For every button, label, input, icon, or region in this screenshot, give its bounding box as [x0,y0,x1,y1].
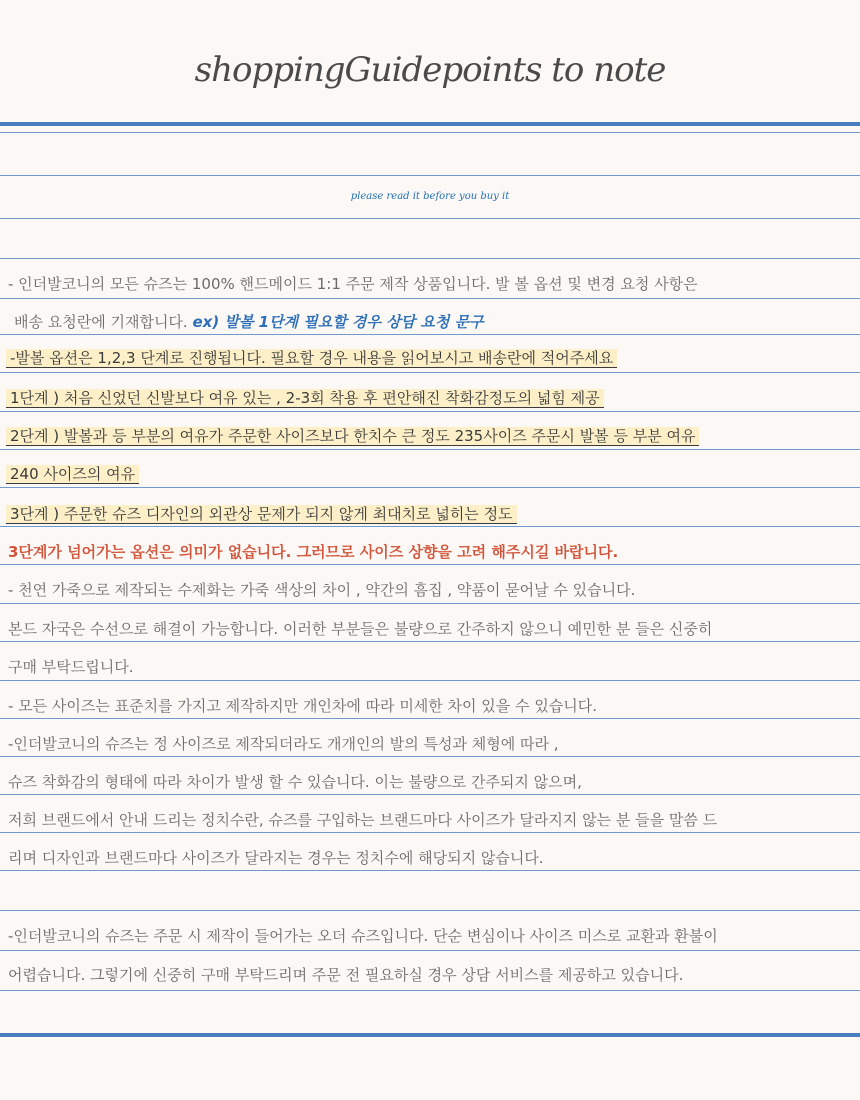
highlighted-note: 240 사이즈의 여유 [6,465,139,484]
note-line: 저희 브랜드에서 안내 드리는 정치수란, 슈즈를 구입하는 브랜드마다 사이즈가 달라지지 않는 분 들을 말씀 드 [8,811,718,829]
note-line: 리며 디자인과 브랜드마다 사이즈가 달라지는 경우는 정치수에 해당되지 않습니다. [8,849,544,867]
rule-line [0,564,860,565]
note-line: - 인더발코니의 모든 슈즈는 100% 핸드메이드 1:1 주문 제작 상품입니다. 발 볼 옵션 및 변경 요청 사항은 [8,275,698,293]
top-thick-rule [0,122,860,126]
option-line [6,346,617,370]
rule-line [0,990,860,991]
highlighted-note: 3단계 ) 주문한 슈즈 디자인의 외관상 문제가 되지 않게 최대치로 넓히는 정도 [6,505,517,524]
rule-line [0,603,860,604]
highlighted-note: 1단계 ) 처음 신었던 신발보다 여유 있는 , 2-3회 착용 후 편안해진 착화감정도의 넓힘 제공 [6,389,604,408]
rule-line [0,372,860,373]
rule-line [0,680,860,681]
rule-line [0,832,860,833]
note-line: 본드 자국은 수선으로 해결이 가능합니다. 이러한 부분들은 불량으로 간주하지 않으니 예민한 분 들은 신중히 [8,620,713,638]
note-example: ex) 발볼 1단계 필요할 경우 상담 요청 문구 [192,313,484,331]
note-line [14,310,484,334]
warning-note: 3단계가 넘어가는 옵션은 의미가 없습니다. 그러므로 사이즈 상향을 고려 해주시길 바랍니다. [8,543,619,561]
page-subtitle: please read it before you buy it [350,191,510,202]
rule-line [0,334,860,335]
rule-line [0,487,860,488]
note-line: - 모든 사이즈는 표준치를 가지고 제작하지만 개인차에 따라 미세한 차이 있을 수 있습니다. [8,697,598,715]
highlighted-note: 2단계 ) 발볼과 등 부분의 여유가 주문한 사이즈보다 한치수 큰 정도 235사이즈 주문시 발볼 등 부분 여유 [6,427,699,446]
page-title: shoppingGuidepoints to note [194,50,666,90]
bottom-thick-rule [0,1033,860,1037]
note-text: 배송 요청란에 기재합니다. [14,313,193,331]
rule-line [0,526,860,527]
rule-line [0,641,860,642]
rule-line [0,794,860,795]
option-line [6,502,517,526]
rule-line [0,411,860,412]
note-line: - 천연 가죽으로 제작되는 수제화는 가죽 색상의 차이 , 약간의 흠집 , 약품이 묻어날 수 있습니다. [8,581,636,599]
rule-line [0,950,860,951]
rule-line [0,910,860,911]
rule-line [0,258,860,259]
note-line: -인더발코니의 슈즈는 정 사이즈로 제작되더라도 개개인의 발의 특성과 체형에 따라 , [8,735,559,753]
rule-line [0,449,860,450]
option-line [6,386,604,410]
rule-line [0,132,860,133]
note-line: 어렵습니다. 그렇기에 신중히 구매 부탁드리며 주문 전 필요하실 경우 상담 서비스를 제공하고 있습니다. [8,966,684,984]
rule-line [0,870,860,871]
rule-line [0,756,860,757]
highlighted-note: -발볼 옵션은 1,2,3 단계로 진행됩니다. 필요할 경우 내용을 읽어보시고 배송란에 적어주세요 [6,349,617,368]
note-line: 구매 부탁드립니다. [8,658,134,676]
note-line: 슈즈 착화감의 형태에 따라 차이가 발생 할 수 있습니다. 이는 불량으로 간주되지 않으며, [8,773,582,791]
rule-line [0,718,860,719]
option-line [6,462,139,486]
rule-line [0,298,860,299]
option-line [6,424,699,448]
note-line: -인더발코니의 슈즈는 주문 시 제작이 들어가는 오더 슈즈입니다. 단순 변심이나 사이즈 미스로 교환과 환불이 [8,927,718,945]
